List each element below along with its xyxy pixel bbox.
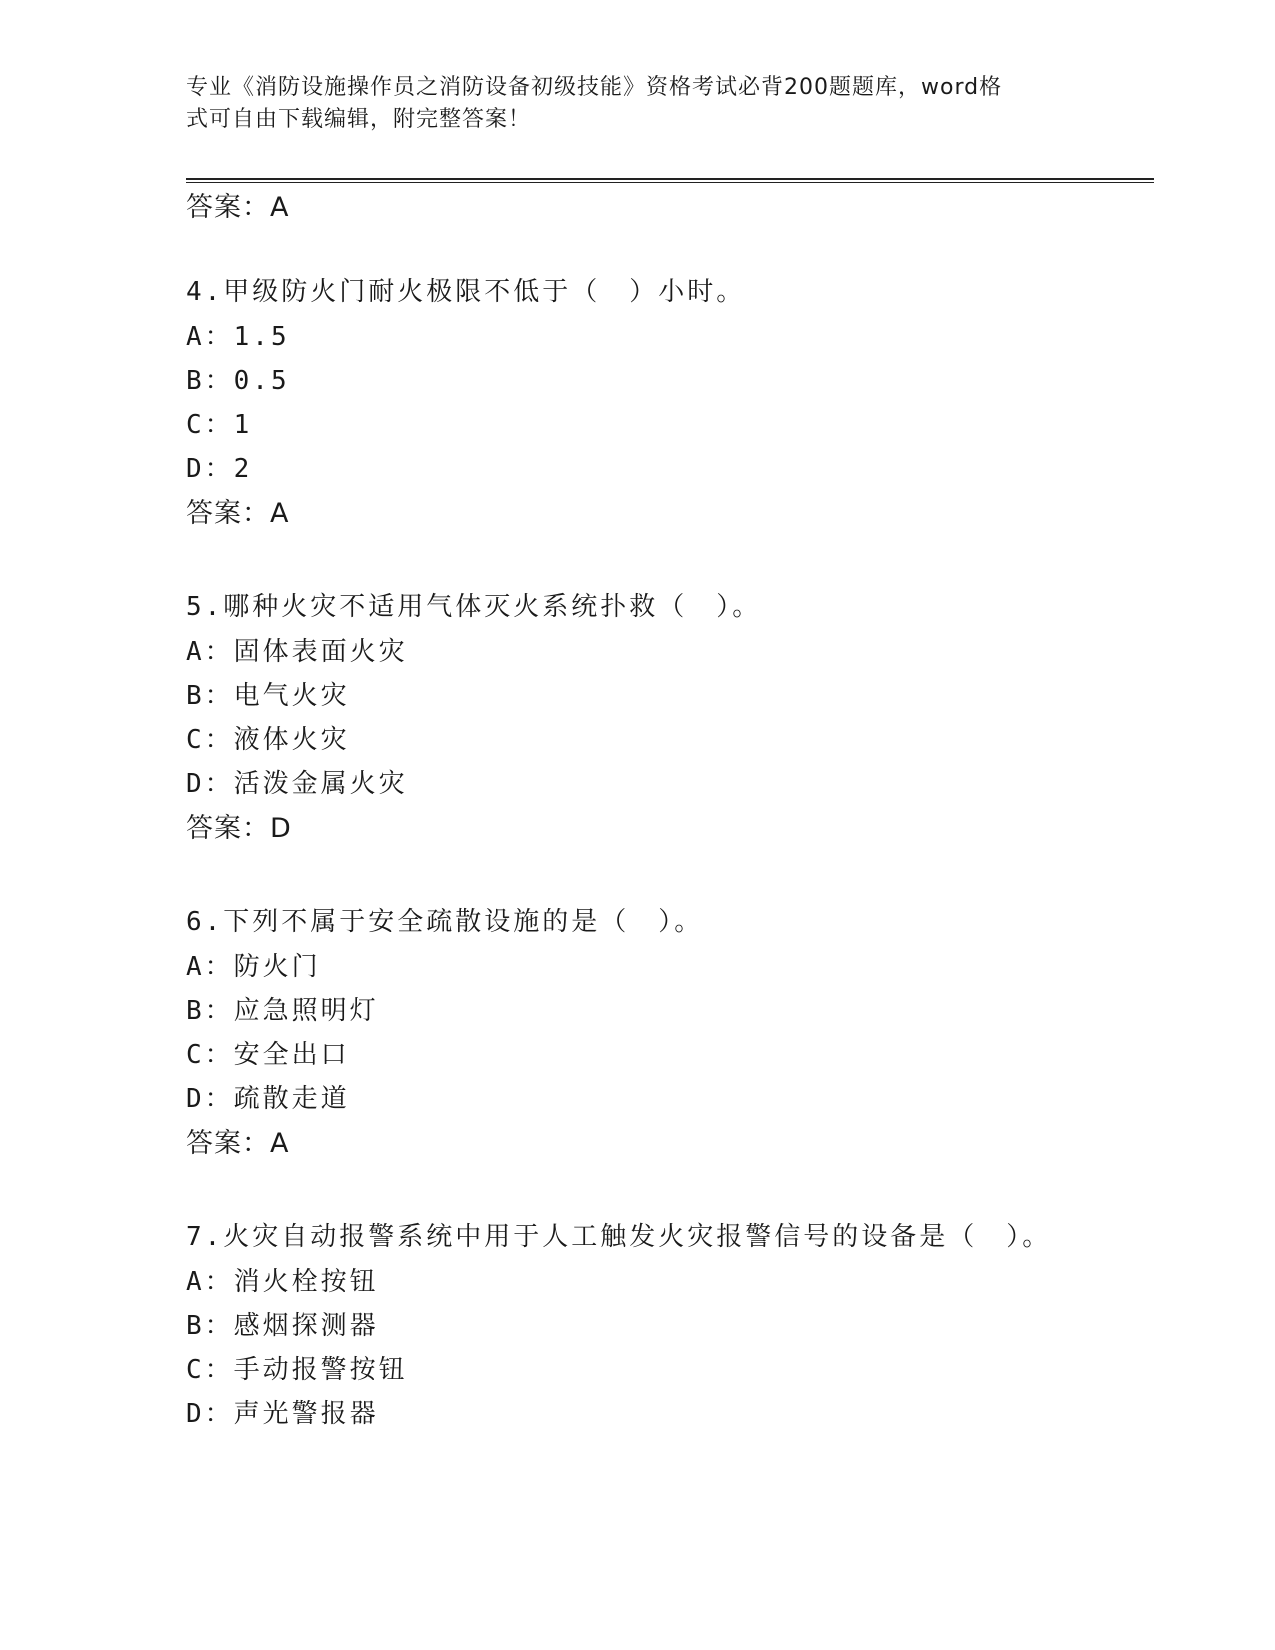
question-4-option-c: C：1 (186, 410, 253, 440)
page-header (186, 72, 1066, 136)
question-4-option-a: A：1.5 (186, 322, 290, 352)
question-4-answer: 答案：A (186, 498, 290, 529)
header-line-2: 式可自由下载编辑，附完整答案！ (186, 107, 532, 132)
question-5-option-b: B：电气火灾 (186, 681, 350, 711)
question-7-option-a: A：消火栓按钮 (186, 1267, 379, 1297)
question-5-answer: 答案：D (186, 813, 292, 844)
question-7-option-d: D：声光警报器 (186, 1399, 379, 1429)
question-6-option-c: C：安全出口 (186, 1040, 350, 1070)
question-6-option-a: A：防火门 (186, 952, 321, 982)
question-7-stem: 7.火灾自动报警系统中用于人工触发火灾报警信号的设备是（ ）。 (186, 1222, 1052, 1252)
question-4-option-d: D：2 (186, 454, 253, 484)
question-5-option-d: D：活泼金属火灾 (186, 769, 408, 799)
answer-previous: 答案：A (186, 192, 290, 223)
question-5-option-a: A：固体表面火灾 (186, 637, 408, 667)
question-7-option-b: B：感烟探测器 (186, 1311, 379, 1341)
question-4-option-b: B：0.5 (186, 366, 290, 396)
question-5-option-c: C：液体火灾 (186, 725, 350, 755)
question-6-option-b: B：应急照明灯 (186, 996, 379, 1026)
header-line-1: 专业《消防设施操作员之消防设备初级技能》资格考试必背200题题库，word格 (186, 75, 1003, 100)
question-5-stem: 5.哪种火灾不适用气体灭火系统扑救（ ）。 (186, 592, 762, 622)
question-7-option-c: C：手动报警按钮 (186, 1355, 408, 1385)
header-rule-thin (186, 182, 1154, 183)
question-6-stem: 6.下列不属于安全疏散设施的是（ ）。 (186, 907, 704, 937)
question-6-option-d: D：疏散走道 (186, 1084, 350, 1114)
question-4-stem: 4.甲级防火门耐火极限不低于（ ）小时。 (186, 277, 746, 307)
header-rule-thick (186, 178, 1154, 180)
question-6-answer: 答案：A (186, 1128, 290, 1159)
